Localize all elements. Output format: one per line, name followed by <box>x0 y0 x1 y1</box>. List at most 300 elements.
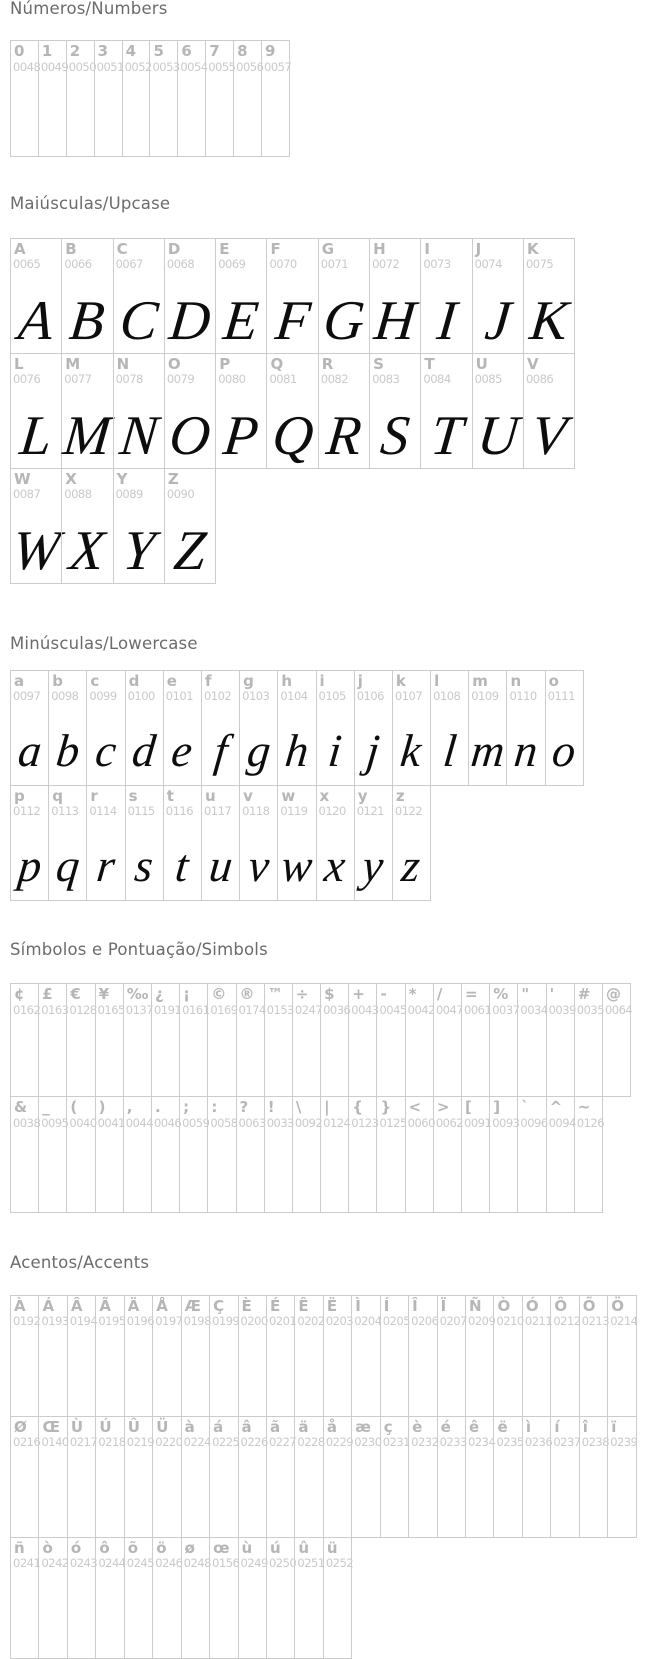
glyph-preview: f <box>211 724 230 776</box>
char-label: Ä <box>127 1296 140 1315</box>
glyph-cell-0111 <box>545 670 584 786</box>
glyph-preview: t <box>173 839 192 891</box>
char-label: o <box>548 671 559 690</box>
section-upcase <box>10 195 661 583</box>
char-label: P <box>219 354 231 373</box>
unicode-label: 0200 <box>240 1313 268 1328</box>
glyph-cell-0079 <box>164 353 216 469</box>
char-label: Ô <box>554 1296 568 1315</box>
glyph-cell-0054 <box>177 40 206 157</box>
char-label: ` <box>521 1098 529 1117</box>
char-label: ì <box>525 1417 532 1436</box>
glyph-preview: G <box>320 289 368 352</box>
char-label: Q <box>270 354 284 373</box>
char-label: g <box>243 671 254 690</box>
glyph-cell-0035 <box>574 983 603 1097</box>
glyph-cell-0197 <box>152 1295 181 1417</box>
glyph-cell-0234 <box>465 1416 494 1538</box>
char-label: ) <box>98 1098 106 1117</box>
unicode-label: 0055 <box>208 59 236 74</box>
char-label: Ö <box>611 1296 624 1315</box>
char-label: } <box>380 1098 392 1117</box>
section-lowercase <box>10 635 661 901</box>
unicode-label: 0088 <box>64 486 92 501</box>
unicode-label: 0110 <box>509 689 537 704</box>
char-label: Y <box>116 469 128 488</box>
glyph-cell-0232 <box>408 1416 437 1538</box>
unicode-label: 0079 <box>166 371 195 386</box>
char-label: Ã <box>99 1296 111 1315</box>
unicode-label: 0038 <box>13 1115 41 1130</box>
char-label: Ì <box>355 1296 361 1315</box>
char-label: \ <box>295 1098 302 1117</box>
glyph-cell-0162 <box>10 983 39 1097</box>
char-label: { <box>352 1098 363 1117</box>
unicode-label: 0237 <box>553 1434 581 1449</box>
glyph-cell-0227 <box>266 1416 295 1538</box>
glyph-cell-0072 <box>369 238 421 354</box>
char-label: - <box>380 985 387 1004</box>
glyph-cell-0140 <box>38 1416 67 1538</box>
glyph-preview: W <box>9 519 63 582</box>
glyph-row <box>10 983 661 1097</box>
char-label: â <box>241 1417 252 1436</box>
unicode-label: 0034 <box>520 1002 548 1017</box>
unicode-label: 0250 <box>268 1555 297 1570</box>
unicode-label: 0248 <box>183 1555 211 1570</box>
glyph-preview: y <box>360 839 387 891</box>
char-label: ç <box>383 1417 393 1436</box>
character-map <box>10 0 661 1659</box>
char-label: Ê <box>298 1296 309 1315</box>
glyph-cell-0191 <box>151 983 180 1097</box>
unicode-label: 0085 <box>474 371 502 386</box>
unicode-label: 0195 <box>98 1313 126 1328</box>
unicode-label: 0161 <box>182 1002 210 1017</box>
glyph-preview: C <box>116 289 161 352</box>
glyph-preview: V <box>528 404 570 467</box>
unicode-label: 0210 <box>496 1313 524 1328</box>
glyph-cell-0122 <box>392 785 431 901</box>
char-label: n <box>510 671 522 690</box>
glyph-cell-0137 <box>123 983 152 1097</box>
glyph-cell-0174 <box>236 983 265 1097</box>
unicode-label: 0112 <box>13 804 41 819</box>
glyph-preview: r <box>94 839 118 891</box>
unicode-label: 0053 <box>152 59 180 74</box>
unicode-label: 0071 <box>320 256 349 271</box>
unicode-label: 0211 <box>524 1313 553 1328</box>
unicode-label: 0082 <box>320 371 349 386</box>
glyph-cell-0078 <box>113 353 165 469</box>
glyph-cell-0235 <box>493 1416 522 1538</box>
glyph-cell-0205 <box>380 1295 409 1417</box>
unicode-label: 0197 <box>155 1313 183 1328</box>
char-label: c <box>90 671 100 690</box>
glyph-cell-0230 <box>351 1416 380 1538</box>
glyph-preview: j <box>364 724 383 776</box>
glyph-cell-0252 <box>323 1537 352 1659</box>
char-label: Å <box>156 1296 168 1315</box>
section-title-accents: Acentos/Accents <box>10 1253 150 1273</box>
char-label: ¢ <box>14 985 25 1004</box>
unicode-label: 0099 <box>89 689 117 704</box>
glyph-cell-0112 <box>10 785 49 901</box>
glyph-cell-0077 <box>61 353 113 469</box>
unicode-label: 0124 <box>323 1115 351 1130</box>
unicode-label: 0052 <box>124 59 152 74</box>
lowercase-grid <box>10 670 661 901</box>
unicode-label: 0232 <box>411 1434 439 1449</box>
char-label: Í <box>383 1296 390 1315</box>
unicode-label: 0037 <box>492 1002 520 1017</box>
glyph-preview: g <box>244 724 273 776</box>
glyph-cell-0090 <box>164 468 216 584</box>
unicode-label: 0225 <box>212 1434 240 1449</box>
glyph-cell-0106 <box>354 670 393 786</box>
unicode-label: 0075 <box>525 256 554 271</box>
unicode-label: 0251 <box>297 1555 325 1570</box>
glyph-preview: L <box>17 404 55 467</box>
char-label: # <box>577 985 591 1004</box>
glyph-cell-0153 <box>264 983 293 1097</box>
glyph-cell-0033 <box>264 1096 293 1213</box>
unicode-label: 0244 <box>98 1555 126 1570</box>
char-label: ï <box>611 1417 617 1436</box>
unicode-label: 0072 <box>372 256 400 271</box>
glyph-row <box>10 238 661 354</box>
glyph-cell-0041 <box>95 1096 124 1213</box>
glyph-preview: S <box>377 404 413 467</box>
char-label: Â <box>70 1296 83 1315</box>
glyph-preview: b <box>53 724 82 776</box>
unicode-label: 0230 <box>354 1434 382 1449</box>
glyph-preview: P <box>220 404 262 467</box>
glyph-cell-0237 <box>550 1416 579 1538</box>
glyph-cell-0075 <box>523 238 575 354</box>
glyph-preview: v <box>245 839 272 891</box>
glyph-cell-0116 <box>163 785 202 901</box>
char-label: x <box>319 786 330 805</box>
glyph-cell-0045 <box>376 983 405 1097</box>
glyph-preview: Y <box>119 519 158 582</box>
glyph-preview: q <box>53 839 82 891</box>
unicode-label: 0219 <box>126 1434 155 1449</box>
glyph-cell-0217 <box>67 1416 96 1538</box>
unicode-label: 0086 <box>525 371 554 386</box>
char-label: W <box>14 469 31 488</box>
char-label: ö <box>156 1538 167 1557</box>
char-label: Œ <box>42 1417 60 1436</box>
glyph-cell-0201 <box>266 1295 295 1417</box>
glyph-cell-0206 <box>408 1295 437 1417</box>
char-label: ÷ <box>295 985 309 1004</box>
char-label: k <box>395 671 406 690</box>
char-label: | <box>324 1098 330 1117</box>
glyph-cell-0199 <box>209 1295 238 1417</box>
char-label: í <box>554 1417 560 1436</box>
glyph-cell-0069 <box>215 238 267 354</box>
char-label: ü <box>326 1538 338 1557</box>
unicode-label: 0213 <box>581 1313 610 1328</box>
glyph-row <box>10 1537 661 1659</box>
glyph-cell-0099 <box>86 670 125 786</box>
glyph-preview: m <box>468 724 508 776</box>
char-label: U <box>475 354 488 373</box>
glyph-cell-0074 <box>472 238 524 354</box>
char-label: É <box>269 1296 281 1315</box>
unicode-label: 0091 <box>464 1115 492 1130</box>
glyph-preview: E <box>220 289 262 352</box>
char-label: à <box>184 1417 195 1436</box>
glyph-cell-0038 <box>10 1096 39 1213</box>
unicode-label: 0119 <box>280 804 308 819</box>
glyph-cell-0085 <box>472 353 524 469</box>
char-label: M <box>65 354 81 373</box>
glyph-cell-0247 <box>292 983 321 1097</box>
char-label: ™ <box>267 985 283 1004</box>
unicode-label: 0243 <box>69 1555 98 1570</box>
glyph-cell-0250 <box>266 1537 295 1659</box>
char-label: Ë <box>326 1296 338 1315</box>
char-label: 3 <box>97 42 109 61</box>
glyph-cell-0053 <box>149 40 178 157</box>
unicode-label: 0056 <box>236 59 264 74</box>
glyph-cell-0088 <box>61 468 113 584</box>
unicode-label: 0105 <box>318 689 346 704</box>
glyph-cell-0123 <box>348 1096 377 1213</box>
unicode-label: 0116 <box>165 804 194 819</box>
unicode-label: 0247 <box>294 1002 323 1017</box>
unicode-label: 0220 <box>155 1434 183 1449</box>
unicode-label: 0095 <box>41 1115 69 1130</box>
unicode-label: 0246 <box>155 1555 183 1570</box>
glyph-preview: A <box>15 289 57 352</box>
char-label: ; <box>183 1098 190 1117</box>
glyph-cell-0210 <box>493 1295 522 1417</box>
glyph-cell-0213 <box>579 1295 608 1417</box>
unicode-label: 0092 <box>294 1115 323 1130</box>
char-label: @ <box>605 985 621 1004</box>
unicode-label: 0206 <box>411 1313 439 1328</box>
glyph-cell-0036 <box>320 983 349 1097</box>
unicode-label: 0226 <box>240 1434 268 1449</box>
glyph-cell-0059 <box>179 1096 208 1213</box>
glyph-cell-0093 <box>489 1096 518 1213</box>
unicode-label: 0216 <box>13 1434 41 1449</box>
glyph-row <box>10 468 661 584</box>
char-label: è <box>412 1417 423 1436</box>
glyph-cell-0081 <box>266 353 318 469</box>
glyph-cell-0194 <box>67 1295 96 1417</box>
glyph-cell-0068 <box>164 238 216 354</box>
char-label: Ç <box>213 1296 225 1315</box>
glyph-cell-0061 <box>461 983 490 1097</box>
char-label: õ <box>127 1538 139 1557</box>
glyph-preview: F <box>272 289 313 352</box>
unicode-label: 0231 <box>382 1434 410 1449</box>
unicode-label: 0081 <box>269 371 297 386</box>
glyph-cell-0214 <box>607 1295 636 1417</box>
char-label: _ <box>42 1098 50 1117</box>
glyph-preview: I <box>433 289 460 352</box>
unicode-label: 0140 <box>41 1434 69 1449</box>
unicode-label: 0042 <box>407 1002 435 1017</box>
char-label: q <box>52 786 63 805</box>
char-label: + <box>352 985 365 1004</box>
section-title-lowercase: Minúsculas/Lowercase <box>10 633 198 653</box>
unicode-label: 0063 <box>238 1115 266 1130</box>
glyph-cell-0097 <box>10 670 49 786</box>
glyph-cell-0043 <box>348 983 377 1097</box>
glyph-cell-0239 <box>607 1416 636 1538</box>
glyph-preview: n <box>511 724 541 776</box>
unicode-label: 0249 <box>240 1555 268 1570</box>
glyph-cell-0058 <box>207 1096 236 1213</box>
glyph-cell-0067 <box>113 238 165 354</box>
char-label: 6 <box>181 42 192 61</box>
glyph-cell-0238 <box>579 1416 608 1538</box>
char-label: " <box>521 985 530 1004</box>
char-label: È <box>241 1296 252 1315</box>
char-label: 1 <box>41 42 53 61</box>
unicode-label: 0137 <box>125 1002 154 1017</box>
unicode-label: 0198 <box>183 1313 211 1328</box>
glyph-cell-0128 <box>66 983 95 1097</box>
glyph-preview: N <box>116 404 161 467</box>
char-label: G <box>321 239 335 258</box>
unicode-label: 0093 <box>492 1115 520 1130</box>
char-label: ¿ <box>154 985 164 1004</box>
glyph-row <box>10 785 661 901</box>
char-label: = <box>465 985 478 1004</box>
glyph-cell-0103 <box>239 670 278 786</box>
glyph-cell-0092 <box>292 1096 321 1213</box>
glyph-cell-0056 <box>233 40 262 157</box>
char-label: C <box>116 239 128 258</box>
glyph-cell-0065 <box>10 238 62 354</box>
char-label: 9 <box>265 42 276 61</box>
char-label: w <box>281 786 296 805</box>
char-label: Á <box>42 1296 55 1315</box>
unicode-label: 0242 <box>41 1555 69 1570</box>
char-label: ® <box>239 985 255 1004</box>
glyph-preview: X <box>67 519 108 582</box>
glyph-preview: B <box>67 289 108 352</box>
glyph-preview: K <box>527 289 572 352</box>
glyph-cell-0192 <box>10 1295 39 1417</box>
char-label: E <box>219 239 230 258</box>
char-label: Ò <box>497 1296 511 1315</box>
unicode-label: 0104 <box>280 689 308 704</box>
glyph-cell-0200 <box>238 1295 267 1417</box>
unicode-label: 0125 <box>379 1115 407 1130</box>
glyph-cell-0241 <box>10 1537 39 1659</box>
glyph-cell-0117 <box>201 785 240 901</box>
unicode-label: 0102 <box>203 689 232 704</box>
char-label: R <box>321 354 334 373</box>
glyph-row <box>10 40 661 157</box>
unicode-label: 0106 <box>356 689 384 704</box>
glyph-cell-0042 <box>405 983 434 1097</box>
char-label: I <box>424 239 430 258</box>
char-label: $ <box>324 985 335 1004</box>
unicode-label: 0041 <box>97 1115 125 1130</box>
unicode-label: 0224 <box>183 1434 211 1449</box>
unicode-label: 0049 <box>40 59 69 74</box>
char-label: [ <box>465 1098 472 1117</box>
glyph-cell-0105 <box>316 670 355 786</box>
glyph-cell-0039 <box>546 983 575 1097</box>
section-accents <box>10 1254 661 1658</box>
glyph-cell-0195 <box>95 1295 124 1417</box>
unicode-label: 0163 <box>41 1002 69 1017</box>
char-label: Æ <box>184 1296 201 1315</box>
glyph-cell-0119 <box>277 785 316 901</box>
glyph-cell-0091 <box>461 1096 490 1213</box>
char-label: v <box>243 786 253 805</box>
char-label: ô <box>99 1538 110 1557</box>
unicode-label: 0111 <box>547 689 575 704</box>
unicode-label: 0203 <box>325 1313 354 1328</box>
unicode-label: 0101 <box>165 689 194 704</box>
glyph-preview: J <box>482 289 514 352</box>
unicode-label: 0064 <box>604 1002 633 1017</box>
glyph-cell-0196 <box>124 1295 153 1417</box>
unicode-label: 0060 <box>407 1115 435 1130</box>
char-label: ‰ <box>126 985 149 1004</box>
glyph-cell-0037 <box>489 983 518 1097</box>
glyph-cell-0109 <box>468 670 507 786</box>
char-label: / <box>436 985 443 1004</box>
glyph-cell-0226 <box>238 1416 267 1538</box>
unicode-label: 0196 <box>126 1313 155 1328</box>
glyph-cell-0193 <box>38 1295 67 1417</box>
glyph-cell-0057 <box>261 40 290 157</box>
unicode-label: 0050 <box>68 59 97 74</box>
unicode-label: 0061 <box>464 1002 492 1017</box>
glyph-row <box>10 1295 661 1417</box>
glyph-cell-0080 <box>215 353 267 469</box>
unicode-label: 0218 <box>98 1434 126 1449</box>
char-label: € <box>70 985 81 1004</box>
glyph-cell-0098 <box>48 670 87 786</box>
glyph-cell-0207 <box>437 1295 466 1417</box>
glyph-cell-0169 <box>207 983 236 1097</box>
unicode-label: 0121 <box>356 804 384 819</box>
glyph-cell-0071 <box>318 238 370 354</box>
char-label: å <box>326 1417 337 1436</box>
unicode-label: 0073 <box>423 256 451 271</box>
char-label: e <box>166 671 177 690</box>
glyph-cell-0242 <box>38 1537 67 1659</box>
char-label: u <box>204 786 216 805</box>
char-label: Î <box>412 1296 418 1315</box>
char-label: À <box>14 1296 26 1315</box>
char-label: Ó <box>525 1296 539 1315</box>
glyph-cell-0095 <box>38 1096 67 1213</box>
glyph-cell-0212 <box>550 1295 579 1417</box>
char-label: V <box>526 354 539 373</box>
unicode-label: 0039 <box>548 1002 576 1017</box>
glyph-cell-0216 <box>10 1416 39 1538</box>
unicode-label: 0193 <box>41 1313 69 1328</box>
glyph-cell-0064 <box>602 983 631 1097</box>
char-label: j <box>357 671 363 690</box>
unicode-label: 0070 <box>269 256 297 271</box>
unicode-label: 0202 <box>297 1313 325 1328</box>
char-label: ' <box>549 985 555 1004</box>
